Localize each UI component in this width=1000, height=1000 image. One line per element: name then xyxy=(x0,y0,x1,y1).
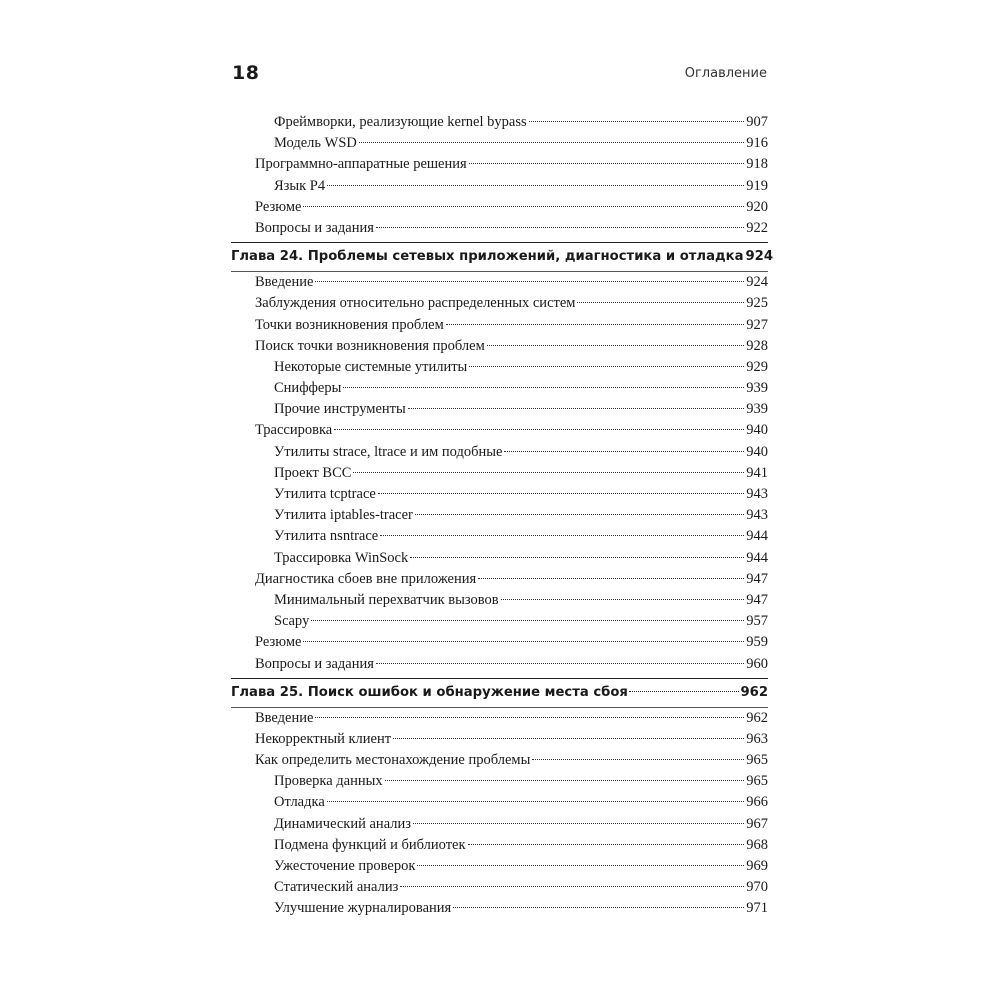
toc-entry xyxy=(231,526,768,547)
toc-entry-title: Прочие инструменты xyxy=(274,401,406,418)
toc-entry-page-number: 959 xyxy=(746,634,768,651)
toc-entry xyxy=(231,548,768,569)
toc-entry-page-number: 957 xyxy=(746,613,768,630)
toc-entry-title: Отладка xyxy=(274,794,325,811)
toc-entry-page-number: 962 xyxy=(740,684,768,700)
dot-leader xyxy=(303,206,744,207)
dot-leader xyxy=(446,324,744,325)
dot-leader xyxy=(315,717,744,718)
toc-entry-page-number: 939 xyxy=(746,380,768,397)
toc-entry-title: Утилита iptables-tracer xyxy=(274,507,413,524)
page-number: 18 xyxy=(232,62,260,84)
dot-leader xyxy=(469,163,745,164)
dot-leader xyxy=(577,302,744,303)
toc-entry xyxy=(231,632,768,653)
toc-entry xyxy=(231,611,768,632)
dot-leader xyxy=(629,691,740,692)
toc-entry xyxy=(231,484,768,505)
toc-entry-title: Проверка данных xyxy=(274,773,383,790)
toc-entry-page-number: 963 xyxy=(746,730,768,747)
toc-entry-page-number: 919 xyxy=(746,177,768,194)
toc-entry-title: Резюме xyxy=(255,634,302,651)
toc-entry-title: Проект BCC xyxy=(274,464,352,481)
toc-entry xyxy=(231,654,768,675)
dot-leader xyxy=(408,408,745,409)
toc-entry-title: Модель WSD xyxy=(274,135,357,152)
toc-entry-title: Снифферы xyxy=(274,380,342,397)
toc-entry-title: Диагностика сбоев вне приложения xyxy=(255,570,477,587)
toc-entry-page-number: 968 xyxy=(746,836,768,853)
toc-entry-title: Некорректный клиент xyxy=(255,730,392,747)
toc-entry-page-number: 940 xyxy=(746,443,768,460)
toc-entry-page-number: 943 xyxy=(746,507,768,524)
toc-entry-title: Точки возникновения проблем xyxy=(255,316,444,333)
toc-entry-title: Глава 25. Поиск ошибок и обнаружение места сбоя xyxy=(231,684,628,700)
dot-leader xyxy=(504,451,744,452)
toc-entry-title: Вопросы и задания xyxy=(255,655,374,672)
toc-entry-page-number: 925 xyxy=(746,295,768,312)
toc-entry-page-number: 940 xyxy=(746,422,768,439)
toc-entry-page-number: 916 xyxy=(746,135,768,152)
running-head: Оглавление xyxy=(684,66,767,81)
table-of-contents xyxy=(231,112,773,920)
toc-entry xyxy=(231,357,768,378)
toc-entry-page-number: 947 xyxy=(746,591,768,608)
dot-leader xyxy=(529,121,745,122)
toc-entry xyxy=(231,590,768,611)
dot-leader xyxy=(376,227,744,228)
toc-entry xyxy=(231,442,768,463)
toc-entry xyxy=(231,336,768,357)
toc-entry xyxy=(231,176,768,197)
toc-entry xyxy=(231,505,768,526)
toc-entry-title: Утилита tcptrace xyxy=(274,486,376,502)
dot-leader xyxy=(315,281,744,282)
toc-entry-page-number: 965 xyxy=(746,773,768,790)
dot-leader xyxy=(400,886,744,887)
toc-entry xyxy=(231,771,768,792)
toc-entry xyxy=(231,133,768,154)
toc-entry-page-number: 944 xyxy=(746,549,768,566)
dot-leader xyxy=(311,620,744,621)
toc-entry-title: Утилита nsntrace xyxy=(274,528,379,545)
toc-entry-title: Введение xyxy=(255,274,314,291)
dot-leader xyxy=(410,557,744,558)
dot-leader xyxy=(487,345,744,346)
dot-leader xyxy=(378,493,744,494)
toc-entry-page-number: 922 xyxy=(746,219,768,236)
toc-entry-title: Глава 24. Проблемы сетевых приложений, диагностика и отладка xyxy=(231,249,744,265)
dot-leader xyxy=(376,663,744,664)
toc-entry xyxy=(231,792,768,813)
toc-entry-page-number: 962 xyxy=(746,709,768,726)
toc-entry-page-number: 943 xyxy=(746,486,768,502)
toc-entry-title: Программно-аппаратные решения xyxy=(255,156,467,173)
toc-entry-title: Вопросы и задания xyxy=(255,219,374,236)
toc-entry-page-number: 970 xyxy=(746,879,768,896)
toc-entry xyxy=(231,750,768,771)
toc-entry-page-number: 944 xyxy=(746,528,768,545)
toc-entry xyxy=(231,315,768,336)
toc-entry xyxy=(231,814,768,835)
toc-entry-page-number: 920 xyxy=(746,198,768,215)
toc-entry-title: Минимальный перехватчик вызовов xyxy=(274,591,499,608)
toc-entry-page-number: 924 xyxy=(746,274,768,291)
toc-entry-title: Ужесточение проверок xyxy=(274,858,416,874)
toc-entry-page-number: 918 xyxy=(746,156,768,173)
toc-entry xyxy=(231,856,768,877)
toc-entry-title: Утилиты strace, ltrace и им подобные xyxy=(274,443,503,460)
toc-entry-page-number: 971 xyxy=(746,900,768,917)
toc-entry-page-number: 969 xyxy=(746,858,768,874)
dot-leader xyxy=(469,366,744,367)
toc-entry xyxy=(231,420,768,441)
toc-entry-title: Поиск точки возникновения проблем xyxy=(255,337,485,354)
toc-entry-page-number: 947 xyxy=(746,570,768,587)
toc-entry-page-number: 907 xyxy=(746,114,768,130)
toc-entry-title: Резюме xyxy=(255,198,302,215)
toc-entry-page-number: 967 xyxy=(746,815,768,832)
dot-leader xyxy=(359,142,744,143)
toc-entry xyxy=(231,729,768,750)
dot-leader xyxy=(327,801,744,802)
toc-entry-title: Подмена функций и библиотек xyxy=(274,836,466,853)
dot-leader xyxy=(501,599,745,600)
toc-entry-page-number: 965 xyxy=(746,752,768,769)
toc-entry xyxy=(231,877,768,898)
dot-leader xyxy=(353,472,744,473)
toc-entry-page-number: 924 xyxy=(745,249,773,265)
toc-entry-title: Фреймворки, реализующие kernel bypass xyxy=(274,114,527,130)
toc-entry-page-number: 939 xyxy=(746,401,768,418)
toc-entry xyxy=(231,708,768,729)
toc-entry-page-number: 960 xyxy=(746,655,768,672)
dot-leader xyxy=(380,535,744,536)
toc-entry xyxy=(231,898,768,919)
toc-chapter-heading xyxy=(231,678,768,707)
toc-entry xyxy=(231,154,768,175)
toc-entry-page-number: 941 xyxy=(746,464,768,481)
dot-leader xyxy=(385,780,745,781)
toc-entry-title: Введение xyxy=(255,709,314,726)
toc-entry xyxy=(231,378,768,399)
dot-leader xyxy=(413,823,744,824)
dot-leader xyxy=(343,387,744,388)
dot-leader xyxy=(415,514,744,515)
toc-entry-title: Улучшение журналирования xyxy=(274,900,452,917)
toc-entry-page-number: 929 xyxy=(746,358,768,375)
dot-leader xyxy=(303,641,744,642)
toc-entry xyxy=(231,218,768,239)
toc-entry-title: Язык P4 xyxy=(274,177,326,194)
toc-entry-title: Как определить местонахождение проблемы xyxy=(255,752,531,769)
toc-entry xyxy=(231,399,768,420)
dot-leader xyxy=(327,185,744,186)
toc-entry xyxy=(231,569,768,590)
toc-entry-title: Трассировка xyxy=(255,422,333,439)
toc-entry-title: Заблуждения относительно распределенных систем xyxy=(255,295,576,312)
toc-entry xyxy=(231,112,768,133)
toc-entry-title: Некоторые системные утилиты xyxy=(274,358,468,375)
toc-entry xyxy=(231,272,768,293)
dot-leader xyxy=(393,738,744,739)
dot-leader xyxy=(532,759,744,760)
toc-entry xyxy=(231,293,768,314)
toc-entry xyxy=(231,835,768,856)
toc-entry xyxy=(231,463,768,484)
dot-leader xyxy=(478,578,744,579)
toc-entry-title: Scapy xyxy=(274,613,310,630)
toc-entry-page-number: 966 xyxy=(746,794,768,811)
toc-entry-title: Динамический анализ xyxy=(274,815,411,832)
toc-entry-page-number: 928 xyxy=(746,337,768,354)
toc-entry-title: Трассировка WinSock xyxy=(274,549,409,566)
dot-leader xyxy=(468,844,745,845)
toc-entry-title: Статический анализ xyxy=(274,879,399,896)
toc-chapter-heading xyxy=(231,242,773,271)
dot-leader xyxy=(453,907,744,908)
dot-leader xyxy=(334,429,744,430)
dot-leader xyxy=(417,865,744,866)
toc-entry xyxy=(231,197,768,218)
toc-entry-page-number: 927 xyxy=(746,316,768,333)
